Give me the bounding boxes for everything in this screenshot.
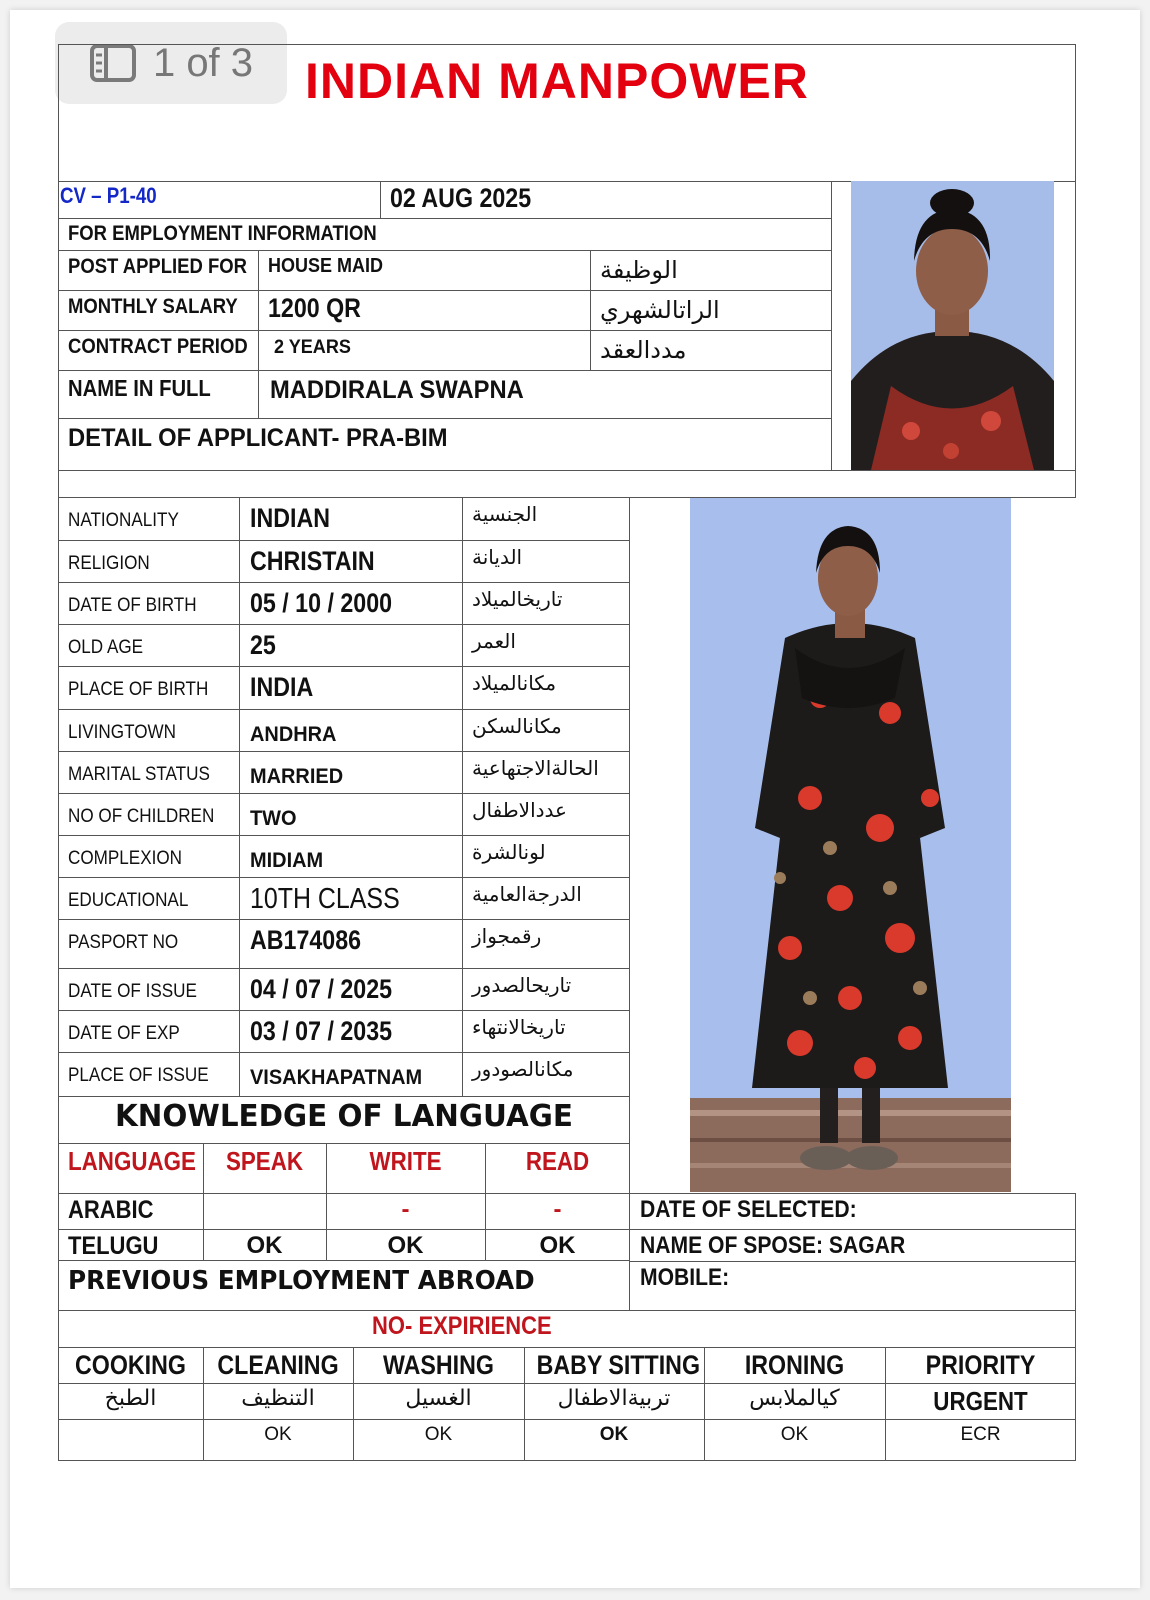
personal-place-of-birth-value: INDIA xyxy=(250,672,314,702)
lang-header-write: WRITE xyxy=(369,1146,442,1176)
personal-complexion-value: MIDIAM xyxy=(250,849,324,872)
skill-value-cleaning: OK xyxy=(264,1424,292,1445)
personal-date-of-birth-label: DATE OF BIRTH xyxy=(68,595,197,616)
personal-date-of-exp-value: 03 / 07 / 2035 xyxy=(250,1016,393,1046)
spouse-name: NAME OF SPOSE: SAGAR xyxy=(640,1232,906,1259)
lang-row-arabic-name: ARABIC xyxy=(68,1196,154,1224)
document-title: INDIAN MANPOWER xyxy=(305,53,809,109)
lang-row-telugu-speak: OK xyxy=(246,1232,283,1259)
skill-header-baby-sitting: BABY SITTING xyxy=(536,1350,701,1380)
title-frame xyxy=(58,44,1076,182)
lang-header-language: LANGUAGE xyxy=(68,1146,196,1176)
lang-row-telugu-write: OK xyxy=(387,1232,424,1259)
personal-no-of-children-label: NO OF CHILDREN xyxy=(68,806,215,827)
post-applied-label: POST APPLIED FOR xyxy=(68,255,248,278)
personal-place-of-birth-label: PLACE OF BIRTH xyxy=(68,679,209,700)
personal-date-of-birth-value: 05 / 10 / 2000 xyxy=(250,588,393,618)
personal-date-of-issue-value: 04 / 07 / 2025 xyxy=(250,974,393,1004)
lang-row-telugu-name: TELUGU xyxy=(68,1232,159,1260)
personal-nationality-arabic: الجنسية xyxy=(472,502,538,526)
personal-date-of-birth-arabic: تاريخالميلاد xyxy=(472,587,563,611)
skill-arabic-baby-sitting: تربيةالاطفال xyxy=(557,1386,671,1411)
applicant-portrait-photo xyxy=(851,181,1054,470)
cv-date: 02 AUG 2025 xyxy=(390,183,532,213)
experience-text: NO- EXPIRIENCE xyxy=(372,1312,552,1340)
personal-religion-arabic: الديانة xyxy=(472,545,523,569)
page-indicator-text: 1 of 3 xyxy=(152,40,254,85)
skill-priority-urgent: URGENT xyxy=(933,1386,1028,1416)
experience-row xyxy=(58,1310,1076,1348)
personal-date-of-exp-arabic: تاريخالانتهاء xyxy=(472,1015,566,1039)
contract-value: 2 YEARS xyxy=(274,337,351,358)
full-name-label: NAME IN FULL xyxy=(68,375,211,401)
personal-nationality-label: NATIONALITY xyxy=(68,510,179,531)
personal-no-of-children-arabic: عددالاطفال xyxy=(472,798,567,822)
salary-value: 1200 QR xyxy=(268,293,361,323)
lang-row-arabic-write: - xyxy=(401,1196,410,1223)
personal-nationality-value: INDIAN xyxy=(250,503,330,533)
salary-arabic: الراتالشهري xyxy=(600,296,720,324)
skill-arabic-cleaning: التنظيف xyxy=(241,1386,315,1411)
skill-value-priority: ECR xyxy=(960,1424,1001,1445)
personal-old-age-label: OLD AGE xyxy=(68,637,144,658)
personal-livingtown-value: ANDHRA xyxy=(250,723,337,746)
personal-marital-status-arabic: الحالةالاجتهاعية xyxy=(472,756,599,780)
personal-complexion-label: COMPLEXION xyxy=(68,848,183,869)
personal-old-age-value: 25 xyxy=(250,630,276,660)
contract-arabic: مددالعقد xyxy=(600,336,687,364)
skill-value-washing: OK xyxy=(424,1424,453,1445)
cv-code: CV – P1-40 xyxy=(60,183,157,208)
contract-label: CONTRACT PERIOD xyxy=(68,335,248,358)
personal-date-of-issue-arabic: تاريحالصدور xyxy=(472,973,572,997)
skill-header-cooking: COOKING xyxy=(75,1350,186,1380)
personal-date-of-exp-label: DATE OF EXP xyxy=(68,1023,180,1044)
skill-arabic-washing: الغسيل xyxy=(405,1386,472,1411)
personal-date-of-issue-label: DATE OF ISSUE xyxy=(68,981,197,1002)
personal-place-of-issue-arabic: مكانالصودور xyxy=(472,1057,574,1081)
full-name-value: MADDIRALA SWAPNA xyxy=(270,376,524,404)
personal-no-of-children-value: TWO xyxy=(250,807,297,830)
skill-value-ironing: OK xyxy=(780,1424,809,1445)
employment-section-title: FOR EMPLOYMENT INFORMATION xyxy=(68,222,377,245)
date-selected: DATE OF SELECTED: xyxy=(640,1196,857,1223)
skill-arabic-ironing: كيالملابس xyxy=(749,1386,840,1411)
personal-livingtown-arabic: مكانالسكن xyxy=(472,714,562,738)
personal-educational-label: EDUCATIONAL xyxy=(68,890,189,911)
post-applied-value: HOUSE MAID xyxy=(268,255,384,277)
salary-label: MONTHLY SALARY xyxy=(68,295,238,318)
personal-livingtown-label: LIVINGTOWN xyxy=(68,722,176,743)
lang-header-speak: SPEAK xyxy=(225,1146,304,1176)
personal-place-of-issue-label: PLACE OF ISSUE xyxy=(68,1065,209,1086)
personal-place-of-issue-value: VISAKHAPATNAM xyxy=(250,1066,423,1089)
skill-arabic-cooking: الطبخ xyxy=(104,1386,157,1411)
personal-place-of-birth-arabic: مكانالميلاد xyxy=(472,671,557,695)
lang-row-arabic-read: - xyxy=(553,1196,562,1223)
personal-pasport-no-label: PASPORT NO xyxy=(68,932,179,953)
personal-educational-value: 10TH CLASS xyxy=(250,883,400,915)
post-applied-arabic: الوظيفة xyxy=(600,256,678,284)
language-section-title: KNOWLEDGE OF LANGUAGE xyxy=(115,1099,573,1134)
personal-pasport-no-value: AB174086 xyxy=(250,925,362,955)
personal-old-age-arabic: العمر xyxy=(472,629,516,653)
skill-value-baby-sitting: OK xyxy=(599,1424,629,1445)
personal-pasport-no-arabic: رقمجواز xyxy=(472,924,542,948)
spacer-row xyxy=(58,470,1076,498)
skill-header-priority: PRIORITY xyxy=(925,1350,1036,1380)
personal-marital-status-label: MARITAL STATUS xyxy=(68,764,210,785)
applicant-detail: DETAIL OF APPLICANT- PRA-BIM xyxy=(68,424,448,452)
skill-header-cleaning: CLEANING xyxy=(217,1350,339,1380)
previous-employment-title: PREVIOUS EMPLOYMENT ABROAD xyxy=(68,1266,535,1296)
lang-row-telugu-read: OK xyxy=(539,1232,576,1259)
lang-header-read: READ xyxy=(525,1146,590,1176)
personal-religion-label: RELIGION xyxy=(68,553,150,574)
mobile: MOBILE: xyxy=(640,1264,730,1291)
skill-header-washing: WASHING xyxy=(383,1350,494,1380)
personal-marital-status-value: MARRIED xyxy=(250,765,344,788)
personal-complexion-arabic: لونالشرة xyxy=(472,840,546,864)
personal-religion-value: CHRISTAIN xyxy=(250,546,375,576)
applicant-full-photo xyxy=(690,498,1011,1192)
skill-header-ironing: IRONING xyxy=(744,1350,845,1380)
personal-educational-arabic: الدرجةالعامية xyxy=(472,882,582,906)
